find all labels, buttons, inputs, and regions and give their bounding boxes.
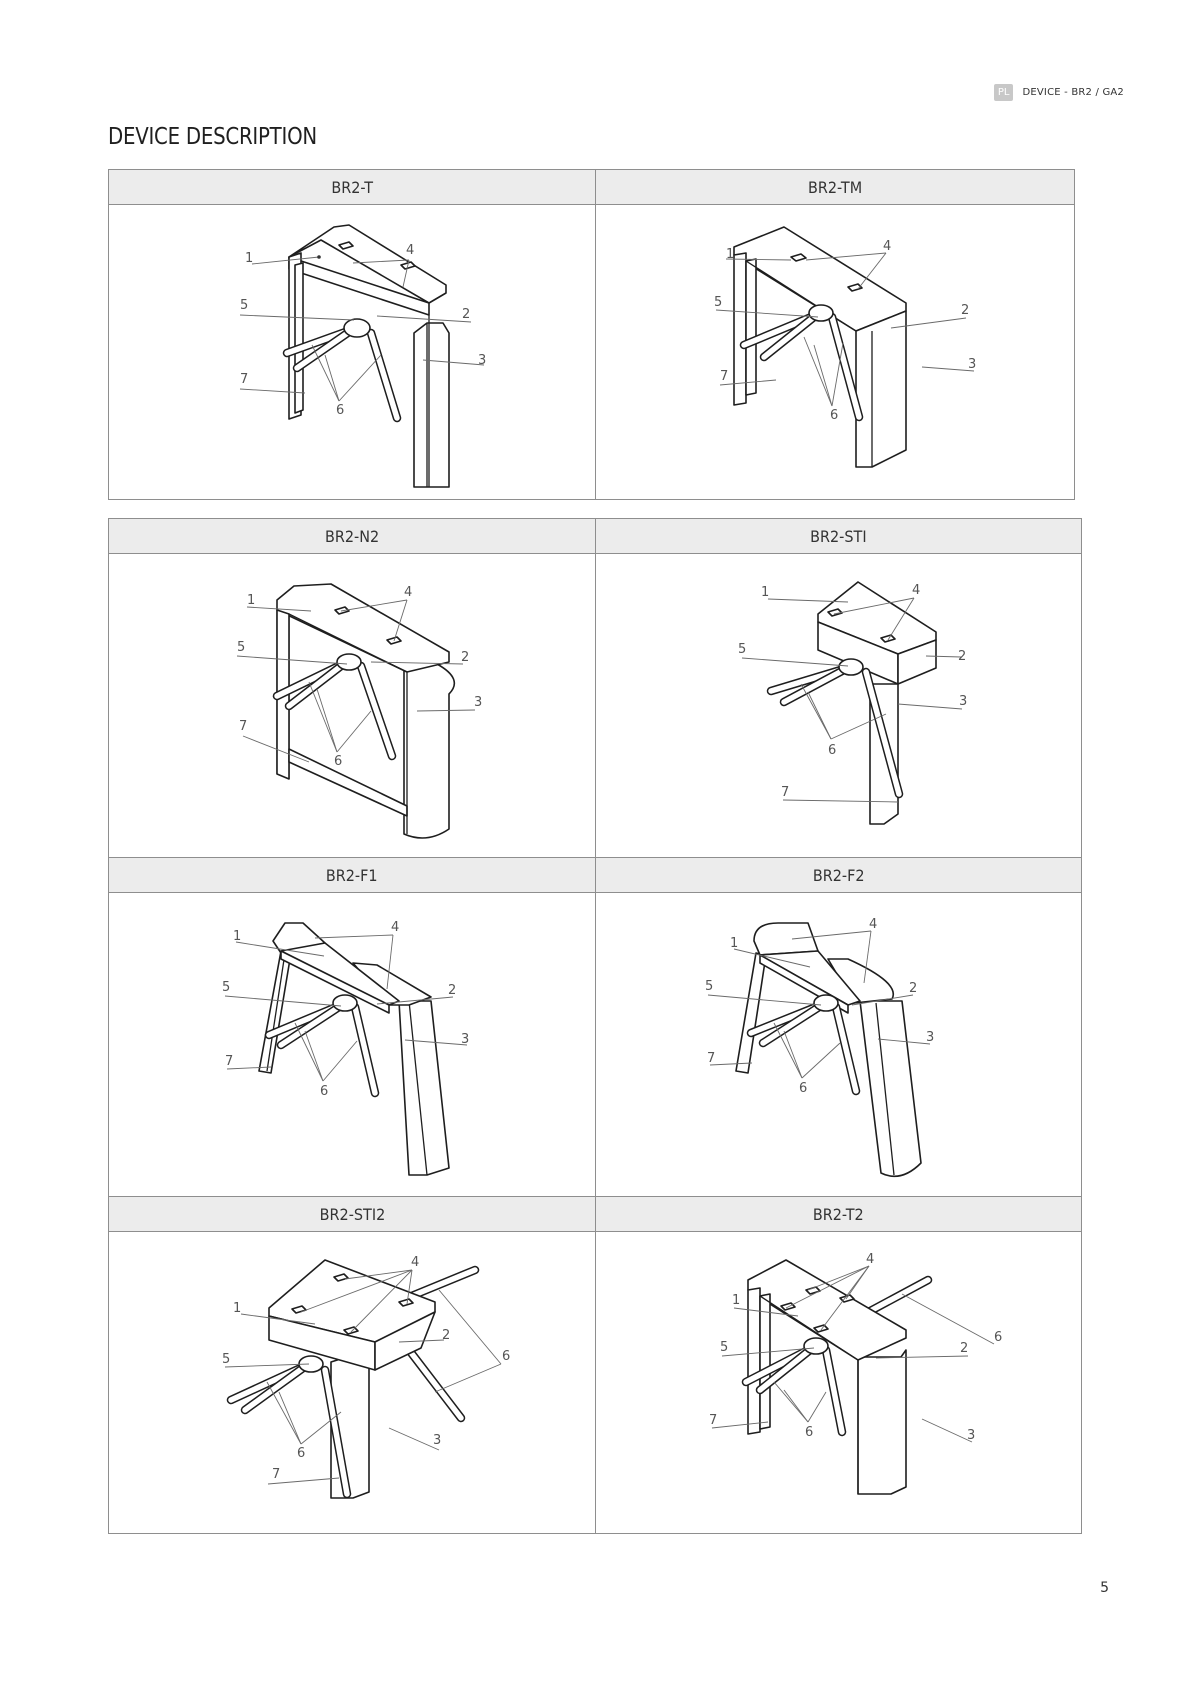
model-name: BR2-STI	[810, 526, 867, 546]
turnstile-drawing	[596, 893, 1081, 1196]
callout-number-3: 3	[967, 1428, 976, 1443]
callout-number-7: 7	[225, 1054, 234, 1069]
callout-number-1: 1	[732, 1293, 741, 1308]
model-heading	[109, 858, 595, 893]
device-cell-br2-f1	[109, 858, 595, 1196]
device-cell-br2-n2	[109, 519, 595, 857]
br2-sti2-drawing	[109, 1232, 595, 1533]
br2-f2-drawing	[596, 893, 1081, 1196]
callout-number-3: 3	[478, 353, 487, 368]
model-heading	[596, 170, 1074, 205]
callout-number-6: 6	[297, 1446, 306, 1461]
callout-number-6: 6	[320, 1084, 329, 1099]
callout-number-5: 5	[222, 1352, 231, 1367]
callout-number-4: 4	[866, 1252, 875, 1267]
device-cell-br2-sti	[596, 519, 1081, 857]
callout-number-7: 7	[240, 372, 249, 387]
device-table-2	[108, 518, 1082, 1534]
br2-f1-drawing	[109, 893, 595, 1196]
callout-number-1: 1	[730, 936, 739, 951]
device-cell-br2-t2	[596, 1197, 1081, 1533]
model-heading	[596, 519, 1081, 554]
callout-number-4: 4	[411, 1255, 420, 1270]
callout-number-2: 2	[462, 307, 471, 322]
callout-number-5: 5	[714, 295, 723, 310]
callout-number-2: 2	[960, 1341, 969, 1356]
callout-number-4: 4	[883, 239, 892, 254]
model-heading	[109, 170, 595, 205]
model-heading	[596, 858, 1081, 893]
model-heading	[109, 1197, 595, 1232]
br2-t-drawing	[109, 205, 595, 499]
device-cell-br2-t	[109, 170, 595, 499]
callout-number-2: 2	[461, 650, 470, 665]
turnstile-drawing	[596, 205, 1074, 499]
callout-number-5: 5	[240, 298, 249, 313]
callout-number-3: 3	[474, 695, 483, 710]
callout-number-3: 3	[968, 357, 977, 372]
turnstile-drawing	[109, 205, 595, 499]
turnstile-drawing	[596, 554, 1081, 857]
callout-number-5: 5	[720, 1340, 729, 1355]
callout-number-4: 4	[912, 583, 921, 598]
callout-number-2: 2	[448, 983, 457, 998]
callout-number-1: 1	[233, 1301, 242, 1316]
callout-number-4: 4	[406, 243, 415, 258]
callout-number-7: 7	[781, 785, 790, 800]
turnstile-drawing	[596, 1232, 1081, 1533]
callout-number-6: 6	[334, 754, 343, 769]
model-heading	[596, 1197, 1081, 1232]
model-name: BR2-T	[331, 177, 373, 197]
callout-number-7: 7	[720, 369, 729, 384]
callout-number-1: 1	[761, 585, 770, 600]
turnstile-drawing	[109, 554, 595, 857]
model-name: BR2-T2	[813, 1204, 864, 1224]
callout-number-2: 2	[909, 981, 918, 996]
model-heading	[109, 519, 595, 554]
callout-number-4: 4	[404, 585, 413, 600]
device-cell-br2-tm	[596, 170, 1074, 499]
page-title: DEVICE DESCRIPTION	[108, 124, 317, 150]
callout-number-6: 6	[336, 403, 345, 418]
callout-number-6: 6	[830, 408, 839, 423]
callout-number-6: 6	[805, 1425, 814, 1440]
callout-number-2: 2	[442, 1328, 451, 1343]
callout-number-5: 5	[738, 642, 747, 657]
callout-number-3: 3	[433, 1433, 442, 1448]
br2-n2-drawing	[109, 554, 595, 857]
model-name: BR2-N2	[324, 526, 380, 546]
callout-number-5: 5	[705, 979, 714, 994]
device-cell-br2-f2	[596, 858, 1081, 1196]
page-number: 5	[1100, 1580, 1109, 1596]
device-cell-br2-sti2	[109, 1197, 595, 1533]
br2-tm-drawing	[596, 205, 1074, 499]
model-name: BR2-F2	[812, 865, 865, 885]
callout-number-6: 6	[828, 743, 837, 758]
callout-number-3: 3	[959, 694, 968, 709]
callout-number-2: 2	[961, 303, 970, 318]
callout-number-4: 4	[391, 920, 400, 935]
language-badge: PL	[994, 84, 1014, 101]
callout-number-7: 7	[707, 1051, 716, 1066]
br2-sti-drawing	[596, 554, 1081, 857]
callout-number-2: 2	[958, 649, 967, 664]
callout-number-6: 6	[799, 1081, 808, 1096]
callout-number-7: 7	[239, 719, 248, 734]
callout-number-5: 5	[237, 640, 246, 655]
callout-number-5: 5	[222, 980, 231, 995]
br2-t2-drawing	[596, 1232, 1081, 1533]
device-table-1	[108, 169, 1075, 500]
page-header	[994, 84, 1124, 101]
callout-number-1: 1	[726, 247, 735, 262]
callout-number-3: 3	[461, 1032, 470, 1047]
model-name: BR2-TM	[807, 177, 863, 197]
callout-number-1: 1	[247, 593, 256, 608]
callout-number-1: 1	[245, 251, 254, 266]
callout-number-6: 6	[994, 1330, 1003, 1345]
model-name: BR2-F1	[326, 865, 378, 885]
callout-number-6: 6	[502, 1349, 511, 1364]
header-document-label: DEVICE - BR2 / GA2	[1022, 87, 1124, 98]
turnstile-drawing	[109, 893, 595, 1196]
callout-number-7: 7	[272, 1467, 281, 1482]
callout-number-3: 3	[926, 1030, 935, 1045]
callout-number-4: 4	[869, 917, 878, 932]
turnstile-drawing	[109, 1232, 595, 1533]
callout-number-1: 1	[233, 929, 242, 944]
callout-number-7: 7	[709, 1413, 718, 1428]
model-name: BR2-STI2	[319, 1204, 385, 1224]
